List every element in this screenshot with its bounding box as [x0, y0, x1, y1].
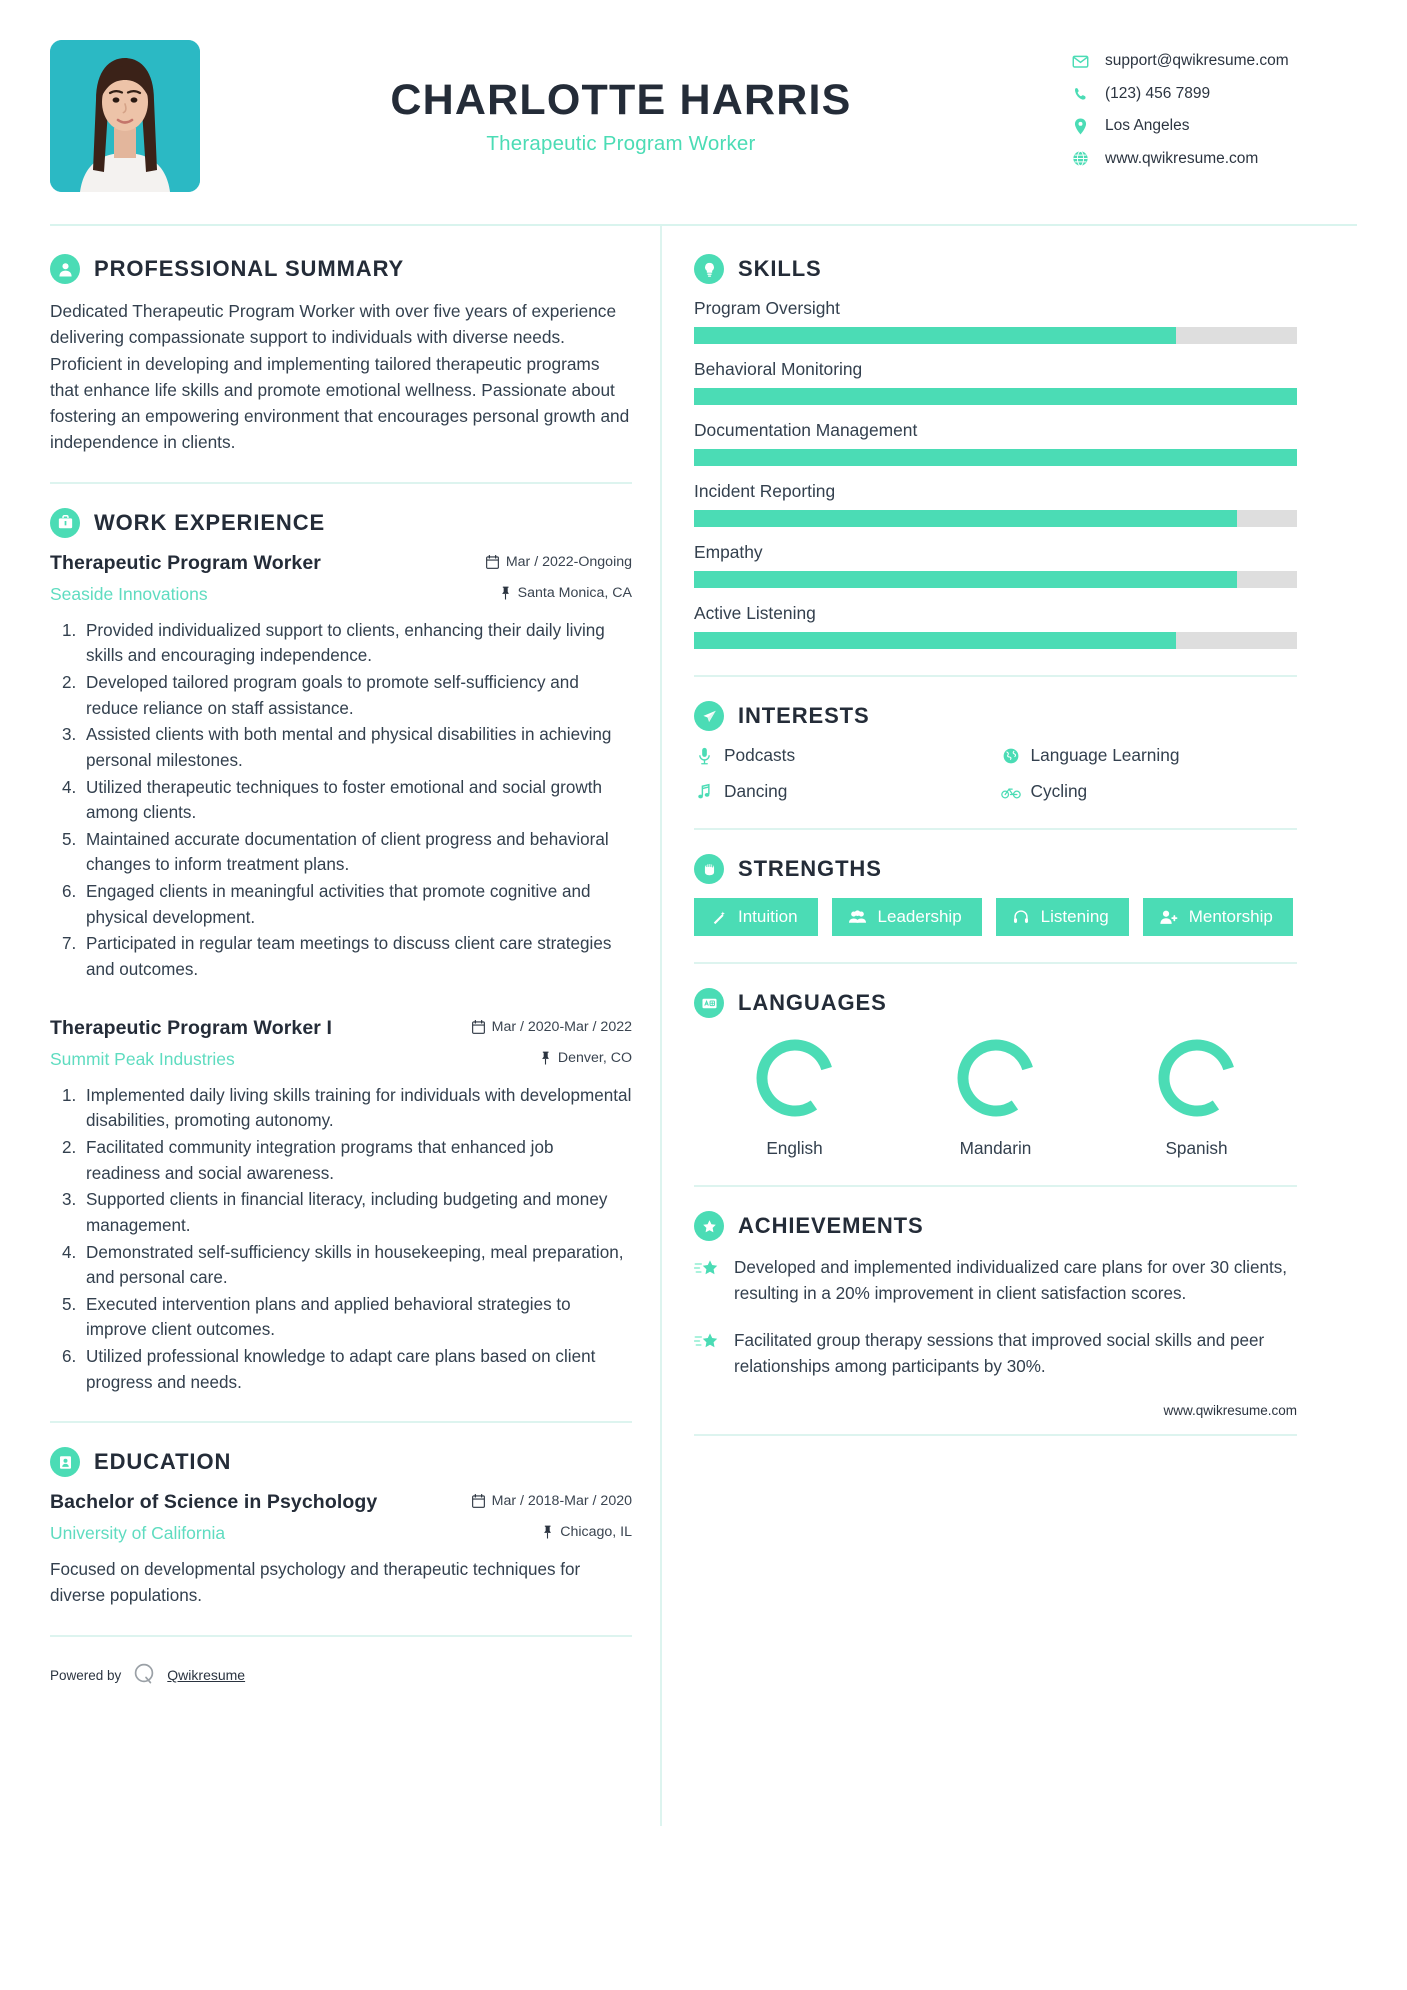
user-circle-icon	[50, 254, 80, 284]
section-languages	[694, 988, 1297, 1159]
language-label: English	[766, 1138, 823, 1158]
lightbulb-icon	[694, 254, 724, 284]
achievement-item	[694, 1255, 1297, 1306]
strength-label: Leadership	[877, 907, 962, 926]
resume-header	[50, 30, 1357, 192]
job-company: Seaside Innovations	[50, 583, 208, 604]
map-pin-icon	[542, 1525, 553, 1539]
shooting-star-icon	[694, 1255, 720, 1306]
envelope-icon	[1072, 53, 1089, 70]
fist-icon	[694, 854, 724, 884]
job-location	[500, 585, 632, 601]
interests-grid	[694, 745, 1297, 802]
job-bullet: 2. Developed tailored program goals to promote self-sufficiency and reduce reliance on staff assistance.	[81, 670, 632, 721]
profile-photo	[50, 40, 200, 192]
section-title: WORK EXPERIENCE	[94, 509, 326, 535]
globe-icon	[1001, 747, 1021, 765]
candidate-job-title: Therapeutic Program Worker	[486, 132, 756, 156]
job-role: Therapeutic Program Worker I	[50, 1016, 333, 1039]
skill-item	[694, 298, 1297, 344]
divider	[694, 1185, 1297, 1187]
profile-photo-image	[50, 40, 200, 192]
job-location-value: Santa Monica, CA	[517, 584, 632, 601]
microphone-icon	[694, 747, 714, 765]
divider	[50, 1421, 632, 1423]
section-title: EDUCATION	[94, 1449, 232, 1475]
job-location	[540, 1050, 632, 1066]
strength-label: Intuition	[738, 907, 798, 926]
skill-bar-fill	[694, 327, 1176, 344]
map-pin-icon	[500, 586, 511, 600]
section-title: PROFESSIONAL SUMMARY	[94, 256, 405, 281]
education-degree: Bachelor of Science in Psychology	[50, 1491, 378, 1514]
section-header	[50, 508, 632, 538]
job-bullet: 3. Assisted clients with both mental and physical disabilities in achieving personal milestones.	[81, 722, 632, 773]
music-note-icon	[694, 783, 714, 801]
skill-label: Documentation Management	[694, 420, 918, 440]
languages-grid	[694, 1032, 1297, 1159]
strength-tag	[1143, 898, 1293, 936]
education-item	[50, 1491, 632, 1608]
job-date	[486, 554, 632, 570]
education-date	[472, 1493, 632, 1509]
section-title: ACHIEVEMENTS	[738, 1213, 924, 1238]
job-bullet: 4. Utilized therapeutic techniques to foster emotional and social growth among clients.	[81, 775, 632, 826]
section-education	[50, 1447, 632, 1608]
contact-website[interactable]	[1072, 150, 1357, 168]
job-company-row	[50, 579, 632, 605]
job-bullets	[50, 618, 632, 983]
section-header	[50, 254, 632, 284]
magic-wand-icon	[710, 909, 727, 926]
divider	[694, 962, 1297, 964]
skill-bar-track	[694, 510, 1297, 527]
education-date-value: Mar / 2018-Mar / 2020	[491, 1493, 632, 1510]
language-card-icon	[694, 988, 724, 1018]
achievement-item	[694, 1328, 1297, 1379]
contact-email-value: support@qwikresume.com	[1105, 52, 1289, 69]
interest-label: Podcasts	[724, 745, 796, 765]
job-location-value: Denver, CO	[557, 1049, 632, 1066]
education-title-row	[50, 1491, 632, 1514]
interest-item	[1001, 781, 1298, 802]
skill-item	[694, 542, 1297, 588]
summary-text: Dedicated Therapeutic Program Worker with over five years of experience delivering compassionate support to individuals with diverse needs. Proficient in developing and implementing tailored therapeutic programs that enhance life skills and promote emotional wellness. Passionate about fostering an empowering environment that encourages personal growth and independence in clients.	[50, 301, 630, 453]
job-bullets	[50, 1083, 632, 1396]
skill-bar-fill	[694, 510, 1237, 527]
achievement-text: Developed and implemented individualized care plans for over 30 clients, resulting in a 20% improvement in client satisfaction scores.	[734, 1258, 1288, 1303]
section-achievements	[694, 1211, 1297, 1436]
section-title: INTERESTS	[738, 703, 870, 728]
skill-item	[694, 481, 1297, 527]
briefcase-icon	[50, 508, 80, 538]
skill-bar-fill	[694, 571, 1237, 588]
interest-label: Language Learning	[1030, 745, 1180, 765]
skill-bar-fill	[694, 632, 1176, 649]
skill-label: Active Listening	[694, 603, 816, 623]
section-strengths	[694, 854, 1297, 936]
contact-website-value: www.qwikresume.com	[1105, 149, 1259, 167]
shooting-star-icon	[694, 1328, 720, 1379]
education-school: University of California	[50, 1523, 226, 1544]
calendar-icon	[486, 555, 499, 569]
location-pin-icon	[1072, 118, 1089, 135]
section-title: STRENGTHS	[738, 856, 882, 881]
section-header	[694, 701, 1297, 731]
job-bullet: 6. Utilized professional knowledge to adapt care plans based on client progress and needs.	[81, 1344, 632, 1395]
job-bullet: 5. Executed intervention plans and applied behavioral strategies to improve client outcomes.	[81, 1292, 632, 1343]
job-bullet: 1. Provided individualized support to clients, enhancing their daily living skills and encouraging independence.	[81, 618, 632, 669]
job-date-value: Mar / 2022-Ongoing	[505, 553, 632, 570]
interest-item	[1001, 745, 1298, 766]
footer-website: www.qwikresume.com	[1163, 1402, 1297, 1418]
map-pin-icon	[540, 1051, 551, 1065]
headphones-icon	[1012, 908, 1030, 926]
experience-item	[50, 552, 632, 983]
right-column	[660, 226, 1297, 1826]
language-item	[895, 1032, 1096, 1159]
skill-bar-track	[694, 571, 1297, 588]
job-bullet: 5. Maintained accurate documentation of client progress and behavioral changes to inform treatment plans.	[81, 827, 632, 878]
skill-bar-track	[694, 388, 1297, 405]
candidate-name: CHARLOTTE HARRIS	[390, 76, 852, 124]
powered-by	[50, 1661, 632, 1690]
qwikresume-logo-icon	[131, 1661, 157, 1690]
education-description: Focused on developmental psychology and therapeutic techniques for diverse populations.	[50, 1560, 581, 1605]
powered-by-label: Powered by	[50, 1667, 122, 1683]
footer-divider	[694, 1434, 1297, 1436]
skill-bar-track	[694, 327, 1297, 344]
skill-bar-track	[694, 449, 1297, 466]
strength-label: Listening	[1040, 907, 1109, 926]
contact-location	[1072, 117, 1357, 135]
skill-label: Behavioral Monitoring	[694, 359, 863, 379]
job-bullet: 6. Engaged clients in meaningful activities that promote cognitive and physical development.	[81, 879, 632, 930]
divider	[50, 482, 632, 484]
skill-label: Empathy	[694, 542, 763, 562]
calendar-icon	[472, 1494, 485, 1508]
contact-email[interactable]	[1072, 52, 1357, 70]
section-title: LANGUAGES	[738, 990, 887, 1015]
qwikresume-link[interactable]: Qwikresume	[167, 1667, 246, 1684]
section-header	[694, 254, 1297, 284]
name-block	[200, 40, 1072, 156]
language-progress-ring	[950, 1032, 1042, 1124]
education-school-row	[50, 1518, 632, 1544]
section-title: SKILLS	[738, 256, 822, 281]
section-skills	[694, 254, 1297, 649]
interest-item	[694, 745, 991, 766]
job-bullet: 4. Demonstrated self-sufficiency skills in housekeeping, meal preparation, and personal care.	[81, 1240, 632, 1291]
skill-bar-track	[694, 632, 1297, 649]
job-bullet: 7. Participated in regular team meetings to discuss client care strategies and outcomes.	[81, 931, 632, 982]
section-work-experience	[50, 508, 632, 1396]
globe-icon	[1072, 150, 1089, 167]
graduation-cap-icon	[50, 1447, 80, 1477]
language-progress-ring	[1151, 1032, 1243, 1124]
language-label: Spanish	[1165, 1138, 1228, 1158]
user-plus-icon	[1159, 909, 1178, 926]
job-bullet: 2. Facilitated community integration programs that enhanced job readiness and social awareness.	[81, 1135, 632, 1186]
job-date-value: Mar / 2020-Mar / 2022	[491, 1018, 632, 1035]
divider	[694, 675, 1297, 677]
education-location-value: Chicago, IL	[560, 1524, 632, 1541]
divider	[50, 1635, 632, 1637]
left-column	[50, 226, 660, 1690]
education-location	[542, 1524, 632, 1540]
section-header	[694, 854, 1297, 884]
skill-label: Incident Reporting	[694, 481, 836, 501]
job-title-row	[50, 552, 632, 575]
users-icon	[848, 909, 867, 926]
skill-bar-fill	[694, 388, 1297, 405]
section-header	[694, 1211, 1297, 1241]
job-company: Summit Peak Industries	[50, 1048, 235, 1069]
skill-item	[694, 420, 1297, 466]
interest-label: Dancing	[724, 781, 788, 801]
job-title-row	[50, 1017, 632, 1040]
section-header	[694, 988, 1297, 1018]
job-role: Therapeutic Program Worker	[50, 551, 321, 574]
strength-label: Mentorship	[1188, 907, 1273, 926]
section-interests	[694, 701, 1297, 802]
strengths-grid	[694, 898, 1297, 936]
contact-phone-value: (123) 456 7899	[1105, 84, 1211, 102]
job-company-row	[50, 1044, 632, 1070]
language-item	[1096, 1032, 1297, 1159]
language-label: Mandarin	[959, 1138, 1032, 1158]
calendar-icon	[472, 1020, 485, 1034]
divider	[694, 828, 1297, 830]
section-header	[50, 1447, 632, 1477]
skill-bar-fill	[694, 449, 1297, 466]
star-circle-icon	[694, 1211, 724, 1241]
bicycle-icon	[1001, 784, 1021, 800]
interest-label: Cycling	[1030, 781, 1088, 801]
phone-icon	[1072, 85, 1089, 102]
language-progress-ring	[749, 1032, 841, 1124]
skill-item	[694, 603, 1297, 649]
strength-tag	[832, 898, 982, 936]
strength-tag	[694, 898, 818, 936]
skill-item	[694, 359, 1297, 405]
job-bullet: 1. Implemented daily living skills training for individuals with developmental disabilities, promoting autonomy.	[81, 1083, 632, 1134]
contact-location-value: Los Angeles	[1105, 117, 1190, 134]
section-professional-summary	[50, 254, 632, 456]
achievement-text: Facilitated group therapy sessions that improved social skills and peer relationships among participants by 30%.	[734, 1331, 1265, 1376]
experience-item	[50, 1017, 632, 1396]
resume-body	[50, 226, 1357, 1826]
job-bullet: 3. Supported clients in financial literacy, including budgeting and money management.	[81, 1187, 632, 1238]
interest-item	[694, 781, 991, 802]
language-item	[694, 1032, 895, 1159]
skill-label: Program Oversight	[694, 298, 840, 318]
strength-tag	[996, 898, 1129, 936]
contact-phone[interactable]	[1072, 85, 1357, 103]
paper-plane-icon	[694, 701, 724, 731]
job-date	[472, 1019, 632, 1035]
contact-list	[1072, 40, 1357, 168]
